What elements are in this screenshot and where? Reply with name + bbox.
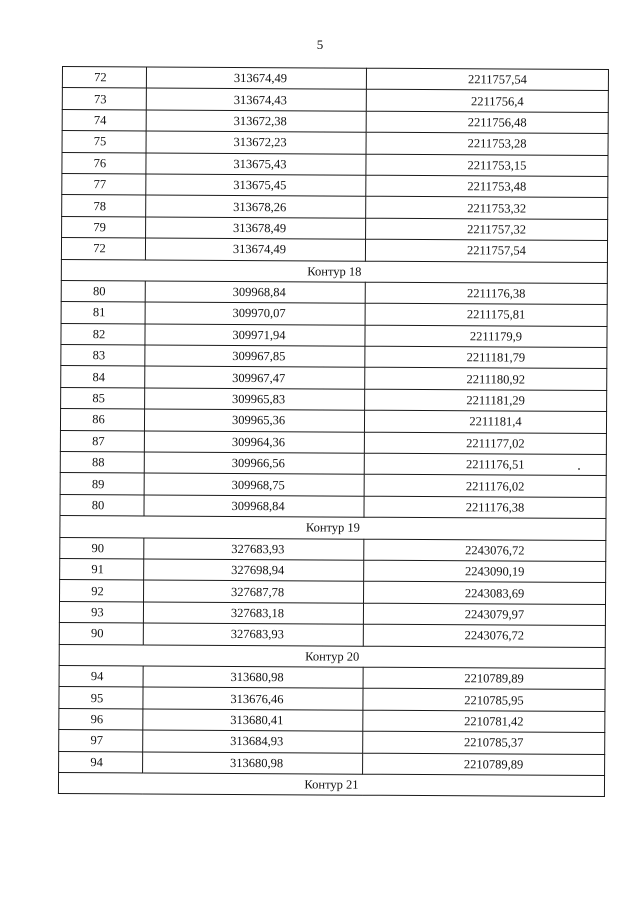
contour-heading: Контур 19 — [60, 516, 606, 540]
y-coordinate-cell: 2210785,37 — [363, 731, 605, 754]
point-number-cell: 72 — [62, 67, 146, 89]
x-coordinate-cell: 309968,84 — [144, 495, 364, 518]
point-number-cell: 87 — [60, 430, 144, 452]
table-row — [61, 280, 607, 304]
point-number-cell: 84 — [61, 366, 145, 388]
table-row — [61, 387, 607, 411]
x-coordinate-cell: 309965,36 — [144, 409, 364, 432]
contour-heading: Контур 18 — [61, 259, 607, 283]
y-coordinate-cell: 2211756,4 — [366, 90, 608, 113]
y-coordinate-cell: 2211175,81 — [365, 303, 607, 326]
table-row — [59, 687, 605, 711]
y-coordinate-cell: 2211176,02 — [364, 475, 606, 498]
contour-heading: Контур 20 — [59, 644, 605, 668]
table-row — [62, 152, 608, 176]
y-coordinate-cell: 2211753,15 — [366, 154, 608, 177]
x-coordinate-cell: 327683,18 — [143, 602, 363, 625]
table-row — [62, 216, 608, 240]
table-row — [62, 195, 608, 219]
x-coordinate-cell: 327683,93 — [144, 538, 364, 561]
x-coordinate-cell: 313674,49 — [146, 67, 366, 90]
point-number-cell: 74 — [62, 109, 146, 131]
y-coordinate-cell: 2211177,02 — [364, 432, 606, 455]
point-number-cell: 85 — [61, 387, 145, 409]
x-coordinate-cell: 313680,98 — [143, 751, 363, 774]
x-coordinate-cell: 313684,93 — [143, 730, 363, 753]
table-row — [60, 409, 606, 433]
table-row — [60, 537, 606, 561]
point-number-cell: 80 — [61, 280, 145, 302]
y-coordinate-cell: 2243083,69 — [364, 582, 606, 605]
point-number-cell: 72 — [61, 238, 145, 260]
x-coordinate-cell: 313678,26 — [146, 195, 366, 218]
y-coordinate-cell: 2211176,38 — [365, 282, 607, 305]
x-coordinate-cell: 313676,46 — [143, 687, 363, 710]
x-coordinate-cell: 313672,23 — [146, 131, 366, 154]
y-coordinate-cell: 2210789,89 — [363, 667, 605, 690]
table-row — [61, 345, 607, 369]
table-row — [62, 88, 608, 112]
x-coordinate-cell: 309967,85 — [145, 345, 365, 368]
x-coordinate-cell: 313680,98 — [143, 666, 363, 689]
x-coordinate-cell: 313678,49 — [146, 217, 366, 240]
x-coordinate-cell: 327687,78 — [144, 580, 364, 603]
point-number-cell: 96 — [59, 708, 143, 730]
table-row — [59, 751, 605, 775]
table-row — [59, 665, 605, 689]
point-number-cell: 88 — [60, 452, 144, 474]
x-coordinate-cell: 313674,49 — [145, 238, 365, 261]
point-number-cell: 80 — [60, 494, 144, 516]
scan-speck — [578, 468, 580, 470]
point-number-cell: 82 — [61, 323, 145, 345]
x-coordinate-cell: 313674,43 — [146, 88, 366, 111]
contour-heading-row — [60, 516, 606, 540]
y-coordinate-cell: 2211180,92 — [365, 368, 607, 391]
point-number-cell: 89 — [60, 473, 144, 495]
y-coordinate-cell: 2210781,42 — [363, 710, 605, 733]
y-coordinate-cell: 2210789,89 — [363, 753, 605, 776]
x-coordinate-cell: 327683,93 — [143, 623, 363, 646]
point-number-cell: 97 — [59, 730, 143, 752]
contour-heading-row — [58, 772, 604, 796]
page-number: 5 — [316, 37, 324, 52]
y-coordinate-cell: 2210785,95 — [363, 689, 605, 712]
table-row — [60, 473, 606, 497]
x-coordinate-cell: 309970,07 — [145, 302, 365, 325]
x-coordinate-cell: 309965,83 — [145, 388, 365, 411]
table-row — [60, 558, 606, 582]
table-row — [61, 238, 607, 262]
y-coordinate-cell: 2211757,54 — [365, 239, 607, 262]
x-coordinate-cell: 309968,75 — [144, 473, 364, 496]
table-row — [61, 366, 607, 390]
table-row — [62, 109, 608, 133]
point-number-cell: 83 — [61, 345, 145, 367]
y-coordinate-cell: 2243076,72 — [364, 539, 606, 562]
x-coordinate-cell: 313675,45 — [146, 174, 366, 197]
point-number-cell: 93 — [59, 601, 143, 623]
table-row — [59, 708, 605, 732]
contour-heading: Контур 21 — [58, 772, 604, 796]
y-coordinate-cell: 2211753,32 — [366, 197, 608, 220]
point-number-cell: 90 — [60, 537, 144, 559]
contour-heading-row — [61, 259, 607, 283]
point-number-cell: 86 — [60, 409, 144, 431]
x-coordinate-cell: 309968,84 — [145, 281, 365, 304]
table-row — [61, 323, 607, 347]
y-coordinate-cell: 2243079,97 — [363, 603, 605, 626]
table-row — [59, 730, 605, 754]
x-coordinate-cell: 309964,36 — [144, 431, 364, 454]
table-row — [62, 67, 608, 91]
y-coordinate-cell: 2211753,48 — [366, 175, 608, 198]
coordinates-table — [58, 66, 609, 797]
point-number-cell: 76 — [62, 152, 146, 174]
point-number-cell: 73 — [62, 88, 146, 110]
x-coordinate-cell: 309966,56 — [144, 452, 364, 475]
point-number-cell: 79 — [62, 216, 146, 238]
table-row — [60, 580, 606, 604]
point-number-cell: 91 — [60, 558, 144, 580]
y-coordinate-cell: 2211757,54 — [366, 68, 608, 91]
y-coordinate-cell: 2211176,51 — [364, 453, 606, 476]
x-coordinate-cell: 313680,41 — [143, 709, 363, 732]
y-coordinate-cell: 2211756,48 — [366, 111, 608, 134]
table-row — [62, 131, 608, 155]
point-number-cell: 90 — [59, 623, 143, 645]
contour-heading-row — [59, 644, 605, 668]
y-coordinate-cell: 2211176,38 — [364, 496, 606, 519]
table-row — [59, 623, 605, 647]
y-coordinate-cell: 2211181,4 — [364, 410, 606, 433]
table-row — [59, 601, 605, 625]
y-coordinate-cell: 2211181,29 — [365, 389, 607, 412]
coordinates-table-body — [58, 67, 608, 797]
point-number-cell: 78 — [62, 195, 146, 217]
table-row — [62, 173, 608, 197]
y-coordinate-cell: 2243090,19 — [364, 560, 606, 583]
x-coordinate-cell: 309967,47 — [145, 366, 365, 389]
point-number-cell: 75 — [62, 131, 146, 153]
table-row — [60, 452, 606, 476]
table-row — [61, 302, 607, 326]
x-coordinate-cell: 313672,38 — [146, 110, 366, 133]
table-row — [60, 494, 606, 518]
x-coordinate-cell: 313675,43 — [146, 153, 366, 176]
y-coordinate-cell: 2211179,9 — [365, 325, 607, 348]
y-coordinate-cell: 2211753,28 — [366, 132, 608, 155]
table-row — [60, 430, 606, 454]
point-number-cell: 92 — [60, 580, 144, 602]
y-coordinate-cell: 2211181,79 — [365, 346, 607, 369]
x-coordinate-cell: 309971,94 — [145, 324, 365, 347]
y-coordinate-cell: 2211757,32 — [366, 218, 608, 241]
point-number-cell: 94 — [59, 665, 143, 687]
point-number-cell: 81 — [61, 302, 145, 324]
point-number-cell: 77 — [62, 173, 146, 195]
y-coordinate-cell: 2243076,72 — [363, 624, 605, 647]
point-number-cell: 94 — [59, 751, 143, 773]
point-number-cell: 95 — [59, 687, 143, 709]
x-coordinate-cell: 327698,94 — [144, 559, 364, 582]
